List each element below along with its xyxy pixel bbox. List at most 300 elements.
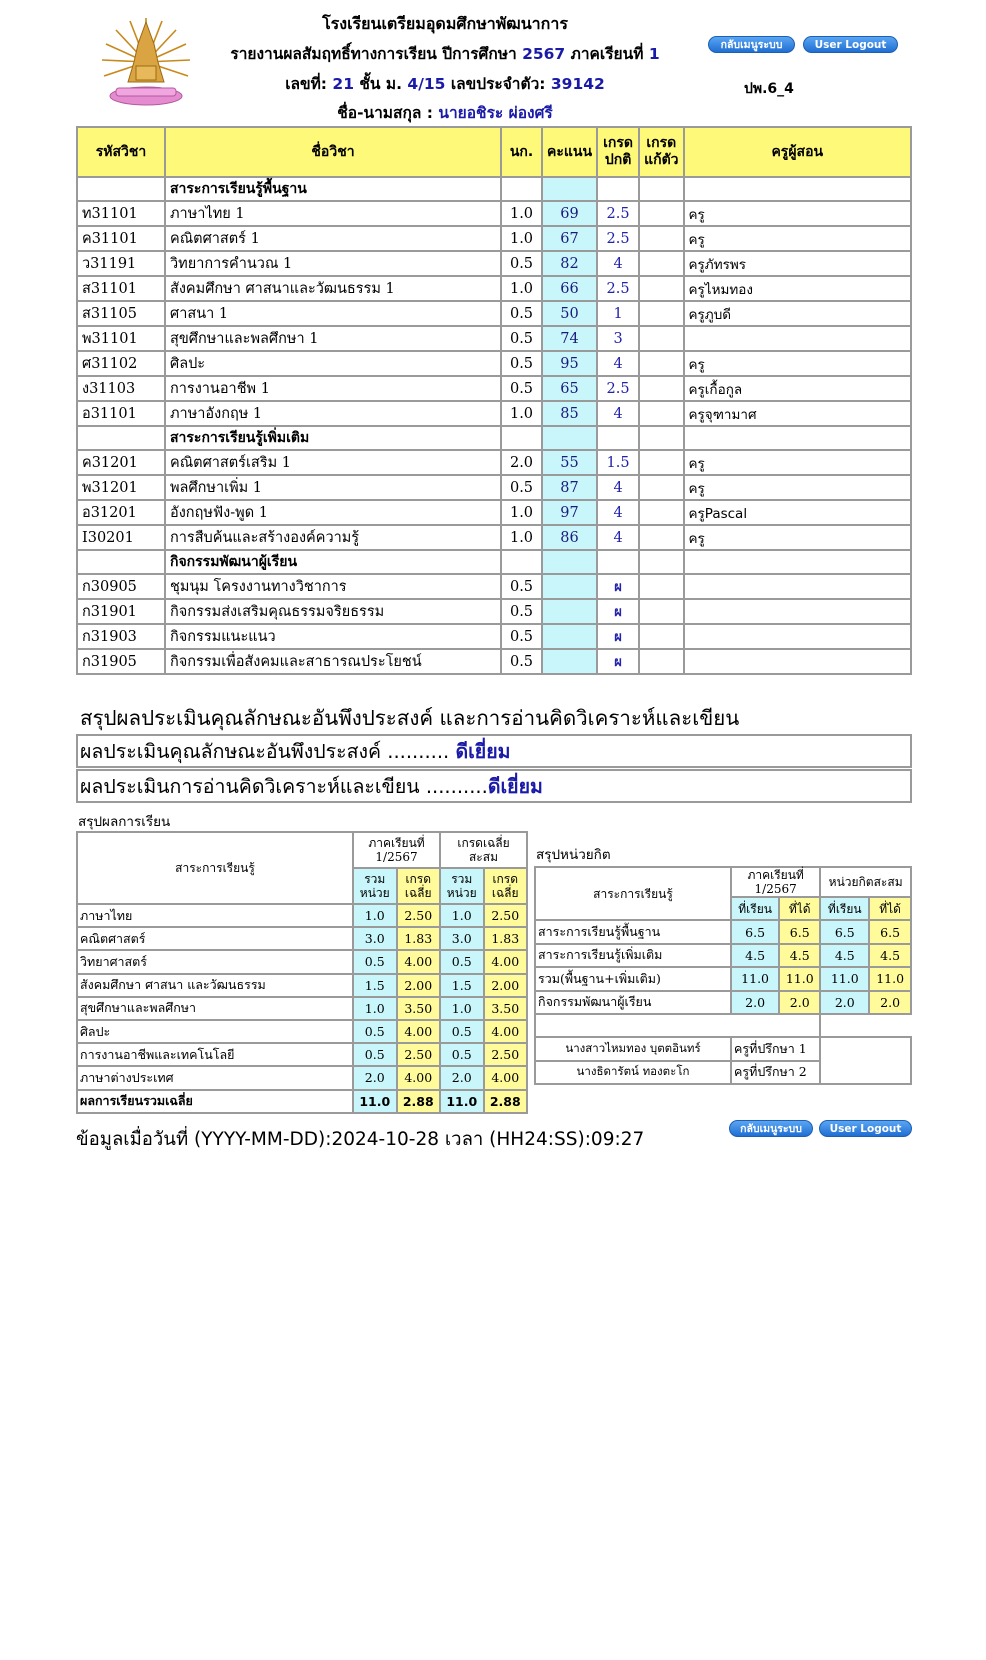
- results-gpa: 2.00: [397, 974, 441, 997]
- subject-teacher: [684, 624, 911, 649]
- subject-name: คณิตศาสตร์เสริม 1: [165, 450, 501, 475]
- form-code: ปพ.6_4: [744, 81, 794, 97]
- subject-score: [542, 624, 597, 649]
- school-emblem-logo: [100, 16, 192, 110]
- subject-score: 50: [542, 301, 597, 326]
- subject-teacher: [684, 177, 911, 201]
- grades-header-row: [77, 127, 911, 177]
- subject-teacher: ครูPascal: [684, 500, 911, 525]
- unit-col-term-l2: 1/2567: [754, 882, 797, 896]
- results-subject: ภาษาไทย: [77, 904, 353, 927]
- unit-cum-taken: 6.5: [820, 920, 869, 943]
- results-cum-gpa: 2.00: [484, 974, 528, 997]
- unit-cum-taken: 4.5: [820, 944, 869, 967]
- subject-code: ง31103: [77, 376, 165, 401]
- subject-code: ส31101: [77, 276, 165, 301]
- subject-grade-fix: [639, 251, 683, 276]
- subject-units: [501, 177, 542, 201]
- unit-row: [535, 944, 911, 967]
- res-sub-cum-gpa: [484, 868, 528, 904]
- subject-units: 0.5: [501, 251, 542, 276]
- unit-col-subject: สาระการเรียนรู้: [535, 867, 731, 920]
- subject-score: 55: [542, 450, 597, 475]
- subject-row: [77, 401, 911, 426]
- res-sub-units-l2: หน่วย: [359, 886, 390, 900]
- subject-teacher: [684, 599, 911, 624]
- subject-code: พ31101: [77, 326, 165, 351]
- footer-user-logout-button[interactable]: User Logout: [819, 1120, 912, 1137]
- subject-row: [77, 351, 911, 376]
- results-cum-units: 0.5: [440, 950, 484, 973]
- col-units: นก.: [501, 127, 542, 177]
- subject-grade-fix: [639, 500, 683, 525]
- results-cum-gpa: 4.00: [484, 950, 528, 973]
- unit-taken: 6.5: [731, 920, 779, 943]
- results-gpa: 2.88: [397, 1090, 441, 1113]
- results-cum-units: 1.5: [440, 974, 484, 997]
- section-name: สาระการเรียนรู้พื้นฐาน: [165, 177, 501, 201]
- subject-grade: 2.5: [597, 201, 639, 226]
- subject-row: [77, 649, 911, 674]
- results-cum-units: 2.0: [440, 1066, 484, 1089]
- subject-name: พลศึกษาเพิ่ม 1: [165, 475, 501, 500]
- unit-cum-taken: 11.0: [820, 967, 869, 990]
- unit-row: [535, 991, 911, 1014]
- characteristics-label: ผลประเมินคุณลักษณะอันพึงประสงค์ ..........: [80, 740, 450, 763]
- res-col-subject: สาระการเรียนรู้: [77, 832, 353, 904]
- subject-score: [542, 574, 597, 599]
- col-grade-normal: [597, 127, 639, 177]
- section-name: กิจกรรมพัฒนาผู้เรียน: [165, 550, 501, 574]
- footer-back-to-menu-button[interactable]: กลับเมนูระบบ: [729, 1120, 813, 1137]
- unit-row: [535, 920, 911, 943]
- subject-code: ค31101: [77, 226, 165, 251]
- subject-units: 0.5: [501, 574, 542, 599]
- subject-row: [77, 226, 911, 251]
- subject-name: ศาสนา 1: [165, 301, 501, 326]
- unit-spacer: [535, 1014, 820, 1037]
- subject-units: 0.5: [501, 326, 542, 351]
- subject-grade-fix: [639, 326, 683, 351]
- subject-row: [77, 301, 911, 326]
- subject-row: [77, 276, 911, 301]
- unit-earned: 6.5: [779, 920, 820, 943]
- class-value: 4/15: [407, 75, 446, 93]
- subject-score: 97: [542, 500, 597, 525]
- subject-teacher: [684, 426, 911, 450]
- results-row: [77, 950, 527, 973]
- subject-teacher: ครูไหมทอง: [684, 276, 911, 301]
- subject-score: 86: [542, 525, 597, 550]
- advisor-role: ครูที่ปรึกษา 2: [731, 1061, 820, 1084]
- subject-row: [77, 475, 911, 500]
- results-units: 2.0: [353, 1066, 397, 1089]
- unit-taken: 4.5: [731, 944, 779, 967]
- col-teacher: ครูผู้สอน: [684, 127, 911, 177]
- subject-score: [542, 550, 597, 574]
- subject-score: 66: [542, 276, 597, 301]
- results-row: [77, 1066, 527, 1089]
- subject-score: 65: [542, 376, 597, 401]
- results-cum-gpa: 4.00: [484, 1020, 528, 1043]
- subject-code: [77, 177, 165, 201]
- results-gpa: 2.50: [397, 904, 441, 927]
- subject-score: [542, 649, 597, 674]
- results-cum-units: 3.0: [440, 927, 484, 950]
- res-sub-units-l1: รวม: [364, 872, 386, 886]
- subject-units: 0.5: [501, 376, 542, 401]
- unit-cum-earned: 4.5: [869, 944, 911, 967]
- subject-grade-fix: [639, 226, 683, 251]
- subject-grade-fix: [639, 649, 683, 674]
- section-row: [77, 426, 911, 450]
- subject-grade-fix: [639, 450, 683, 475]
- results-subject: สุขศึกษาและพลศึกษา: [77, 997, 353, 1020]
- results-subject: วิทยาศาสตร์: [77, 950, 353, 973]
- subject-teacher: [684, 550, 911, 574]
- col-grade-normal-line2: ปกติ: [604, 152, 632, 168]
- subject-grade: [597, 177, 639, 201]
- subject-grade: 4: [597, 500, 639, 525]
- user-logout-button[interactable]: User Logout: [803, 36, 898, 53]
- subject-teacher: ครู: [684, 450, 911, 475]
- res-sub-cum-gpa-l1: เกรด: [492, 872, 519, 886]
- results-row: [77, 1043, 527, 1066]
- subject-row: [77, 450, 911, 475]
- subject-grade-fix: [639, 525, 683, 550]
- subject-teacher: [684, 574, 911, 599]
- subject-score: 69: [542, 201, 597, 226]
- results-subject: สังคมศึกษา ศาสนา และวัฒนธรรม: [77, 974, 353, 997]
- subject-units: 0.5: [501, 475, 542, 500]
- results-cum-units: 0.5: [440, 1020, 484, 1043]
- subject-grade-fix: [639, 177, 683, 201]
- no-label: เลขที่:: [285, 75, 333, 93]
- subject-name: ภาษาไทย 1: [165, 201, 501, 226]
- subject-teacher: ครูเกื้อกูล: [684, 376, 911, 401]
- results-row: [77, 904, 527, 927]
- subject-grade: ผ: [597, 624, 639, 649]
- subject-code: ก31901: [77, 599, 165, 624]
- subject-grade: ผ: [597, 649, 639, 674]
- res-sub-cum-units: [440, 868, 484, 904]
- subject-code: อ31101: [77, 401, 165, 426]
- subject-units: 0.5: [501, 649, 542, 674]
- subject-grade: 3: [597, 326, 639, 351]
- results-gpa: 1.83: [397, 927, 441, 950]
- results-row: [77, 1020, 527, 1043]
- subject-grade-fix: [639, 401, 683, 426]
- subject-grade: ผ: [597, 599, 639, 624]
- subject-row: [77, 500, 911, 525]
- subject-grade: 4: [597, 475, 639, 500]
- subject-name: คณิตศาสตร์ 1: [165, 226, 501, 251]
- subject-grade-fix: [639, 201, 683, 226]
- results-cum-units: 1.0: [440, 904, 484, 927]
- subject-row: [77, 574, 911, 599]
- subject-teacher: ครู: [684, 475, 911, 500]
- subject-name: อังกฤษฟัง-พูด 1: [165, 500, 501, 525]
- subject-code: ก31903: [77, 624, 165, 649]
- results-units: 0.5: [353, 950, 397, 973]
- unit-summary-title: สรุปหน่วยกิต: [536, 847, 611, 863]
- subject-code: ท31101: [77, 201, 165, 226]
- res-sub-cum-units-l2: หน่วย: [446, 886, 477, 900]
- subject-units: 0.5: [501, 351, 542, 376]
- unit-cum-taken: 2.0: [820, 991, 869, 1014]
- advisor-name: นางสาวไหมทอง บุตตอินทร์: [535, 1037, 731, 1060]
- subject-units: 2.0: [501, 450, 542, 475]
- data-timestamp: ข้อมูลเมื่อวันที่ (YYYY-MM-DD):2024-10-28 เวลา (HH24:SS):09:27: [76, 1129, 645, 1150]
- subject-score: 74: [542, 326, 597, 351]
- unit-subject: รวม(พื้นฐาน+เพิ่มเติม): [535, 967, 731, 990]
- unit-sub-earned: ที่ได้: [779, 897, 820, 920]
- res-col-term: [353, 832, 440, 868]
- subject-grade: 4: [597, 401, 639, 426]
- results-summary-table: [76, 831, 528, 1114]
- subject-teacher: [684, 649, 911, 674]
- subject-grade: 2.5: [597, 226, 639, 251]
- subject-code: [77, 426, 165, 450]
- results-gpa: 4.00: [397, 1066, 441, 1089]
- subject-grade-fix: [639, 599, 683, 624]
- subject-code: I30201: [77, 525, 165, 550]
- section-row: [77, 177, 911, 201]
- results-cum-units: 1.0: [440, 997, 484, 1020]
- results-subject: ศิลปะ: [77, 1020, 353, 1043]
- subject-grade-fix: [639, 550, 683, 574]
- results-units: 11.0: [353, 1090, 397, 1113]
- subject-teacher: ครู: [684, 201, 911, 226]
- back-to-menu-button[interactable]: กลับเมนูระบบ: [708, 36, 795, 53]
- unit-subject: สาระการเรียนรู้พื้นฐาน: [535, 920, 731, 943]
- col-grade-fix: [639, 127, 683, 177]
- res-col-cum-line1: เกรดเฉลี่ย: [457, 836, 510, 850]
- subject-grade-fix: [639, 301, 683, 326]
- subject-name: การงานอาชีพ 1: [165, 376, 501, 401]
- subject-code: อ31201: [77, 500, 165, 525]
- subject-grade: 1: [597, 301, 639, 326]
- subject-score: [542, 599, 597, 624]
- results-row: [77, 997, 527, 1020]
- unit-cum-earned: 6.5: [869, 920, 911, 943]
- subject-row: [77, 201, 911, 226]
- results-subject: ผลการเรียนรวมเฉลี่ย: [77, 1090, 353, 1113]
- advisor-role: ครูที่ปรึกษา 1: [731, 1037, 820, 1060]
- subject-teacher: ครู: [684, 226, 911, 251]
- subject-code: ว31191: [77, 251, 165, 276]
- subject-score: 87: [542, 475, 597, 500]
- res-sub-cum-units-l1: รวม: [451, 872, 473, 886]
- subject-code: [77, 550, 165, 574]
- subject-row: [77, 599, 911, 624]
- report-prefix: รายงานผลสัมฤทธิ์ทางการเรียน ปีการศึกษา: [230, 45, 523, 63]
- unit-subject: สาระการเรียนรู้เพิ่มเติม: [535, 944, 731, 967]
- subject-units: [501, 426, 542, 450]
- reading-assessment: [76, 769, 912, 803]
- results-row: [77, 974, 527, 997]
- student-name-line: [190, 100, 700, 125]
- subject-row: [77, 251, 911, 276]
- results-units: 3.0: [353, 927, 397, 950]
- subject-name: กิจกรรมแนะแนว: [165, 624, 501, 649]
- reading-label: ผลประเมินการอ่านคิดวิเคราะห์และเขียน ..........: [80, 775, 488, 798]
- subject-score: 95: [542, 351, 597, 376]
- results-gpa: 4.00: [397, 950, 441, 973]
- results-subject: คณิตศาสตร์: [77, 927, 353, 950]
- report-title: [190, 41, 700, 66]
- subject-grade: 4: [597, 525, 639, 550]
- term-label: ภาคเรียนที่: [565, 45, 649, 63]
- subject-name: วิทยาการคำนวณ 1: [165, 251, 501, 276]
- unit-spacer-blank: [820, 1014, 911, 1037]
- subject-score: [542, 426, 597, 450]
- subject-row: [77, 525, 911, 550]
- student-name: นายอชิระ ผ่องศรี: [438, 104, 553, 122]
- term-number: 1: [648, 45, 660, 63]
- subject-row: [77, 624, 911, 649]
- results-cum-gpa: 2.50: [484, 1043, 528, 1066]
- results-units: 1.0: [353, 997, 397, 1020]
- unit-summary-table: [534, 866, 912, 1085]
- advisor-blank: [820, 1037, 911, 1084]
- name-label: ชื่อ-นามสกุล :: [337, 104, 439, 122]
- subject-grade: [597, 426, 639, 450]
- unit-spacer-row: [535, 1014, 911, 1037]
- subject-grade-fix: [639, 574, 683, 599]
- unit-cum-earned: 2.0: [869, 991, 911, 1014]
- unit-earned: 4.5: [779, 944, 820, 967]
- subject-grade: 2.5: [597, 276, 639, 301]
- res-col-cum: [440, 832, 527, 868]
- col-grade-fix-line2: แก้ตัว: [644, 152, 679, 168]
- subject-grade-fix: [639, 426, 683, 450]
- student-id: 39142: [550, 75, 605, 93]
- advisor-name: นางธิดารัตน์ ทองตะโก: [535, 1061, 731, 1084]
- subject-teacher: ครู: [684, 351, 911, 376]
- subject-teacher: ครูภูบดี: [684, 301, 911, 326]
- col-grade-fix-line1: เกรด: [646, 135, 677, 151]
- unit-sub-cum-taken: ที่เรียน: [820, 897, 869, 920]
- id-label: เลขประจำตัว:: [445, 75, 551, 93]
- subject-grade: ผ: [597, 574, 639, 599]
- subject-units: 0.5: [501, 624, 542, 649]
- results-subject: การงานอาชีพและเทคโนโลยี: [77, 1043, 353, 1066]
- subject-grade: 4: [597, 251, 639, 276]
- col-code: รหัสวิชา: [77, 127, 165, 177]
- subject-units: 0.5: [501, 599, 542, 624]
- unit-sub-taken: ที่เรียน: [731, 897, 779, 920]
- subject-name: กิจกรรมส่งเสริมคุณธรรมจริยธรรม: [165, 599, 501, 624]
- res-sub-cum-gpa-l2: เฉลี่ย: [491, 886, 519, 900]
- unit-cum-earned: 11.0: [869, 967, 911, 990]
- subject-code: ก30905: [77, 574, 165, 599]
- student-info: [190, 71, 700, 96]
- unit-sub-cum-earned: ที่ได้: [869, 897, 911, 920]
- col-subject: ชื่อวิชา: [165, 127, 501, 177]
- results-total-row: [77, 1090, 527, 1113]
- col-score: คะแนน: [542, 127, 597, 177]
- subject-name: ภาษาอังกฤษ 1: [165, 401, 501, 426]
- subject-units: 1.0: [501, 276, 542, 301]
- results-units: 0.5: [353, 1043, 397, 1066]
- res-sub-units: [353, 868, 397, 904]
- res-col-term-line1: ภาคเรียนที่: [368, 836, 425, 850]
- subject-grade-fix: [639, 376, 683, 401]
- subject-name: กิจกรรมเพื่อสังคมและสาธารณประโยชน์: [165, 649, 501, 674]
- res-sub-gpa-l2: เฉลี่ย: [404, 886, 432, 900]
- subject-units: 1.0: [501, 401, 542, 426]
- section-row: [77, 550, 911, 574]
- student-number: 21: [332, 75, 354, 93]
- res-sub-gpa-l1: เกรด: [405, 872, 432, 886]
- subject-grade: [597, 550, 639, 574]
- subject-name: สุขศึกษาและพลศึกษา 1: [165, 326, 501, 351]
- results-cum-gpa: 2.88: [484, 1090, 528, 1113]
- subject-code: พ31201: [77, 475, 165, 500]
- subject-code: ค31201: [77, 450, 165, 475]
- characteristics-result: ดีเยี่ยม: [455, 740, 511, 763]
- results-gpa: 2.50: [397, 1043, 441, 1066]
- unit-col-cum: หน่วยกิตสะสม: [820, 867, 911, 897]
- subject-units: [501, 550, 542, 574]
- subject-name: สังคมศึกษา ศาสนาและวัฒนธรรม 1: [165, 276, 501, 301]
- subject-name: การสืบค้นและสร้างองค์ความรู้: [165, 525, 501, 550]
- subject-units: 1.0: [501, 525, 542, 550]
- results-cum-units: 0.5: [440, 1043, 484, 1066]
- subject-name: ศิลปะ: [165, 351, 501, 376]
- subject-units: 0.5: [501, 301, 542, 326]
- subject-teacher: ครูภัทรพร: [684, 251, 911, 276]
- subject-grade: 4: [597, 351, 639, 376]
- subject-score: 82: [542, 251, 597, 276]
- results-cum-gpa: 4.00: [484, 1066, 528, 1089]
- class-label: ชั้น ม.: [353, 75, 408, 93]
- subject-row: [77, 326, 911, 351]
- results-units: 1.0: [353, 904, 397, 927]
- unit-earned: 2.0: [779, 991, 820, 1014]
- results-cum-gpa: 2.50: [484, 904, 528, 927]
- subject-grade-fix: [639, 475, 683, 500]
- subject-grade-fix: [639, 351, 683, 376]
- results-summary-title: สรุปผลการเรียน: [78, 814, 171, 830]
- unit-earned: 11.0: [779, 967, 820, 990]
- subject-code: ส31105: [77, 301, 165, 326]
- res-col-term-line2: 1/2567: [375, 850, 418, 864]
- subject-grade: 1.5: [597, 450, 639, 475]
- subject-teacher: ครู: [684, 525, 911, 550]
- unit-taken: 2.0: [731, 991, 779, 1014]
- res-col-cum-line2: สะสม: [468, 850, 498, 864]
- subject-code: ศ31102: [77, 351, 165, 376]
- results-cum-gpa: 1.83: [484, 927, 528, 950]
- unit-subject: กิจกรรมพัฒนาผู้เรียน: [535, 991, 731, 1014]
- subject-units: 1.0: [501, 500, 542, 525]
- results-units: 0.5: [353, 1020, 397, 1043]
- results-gpa: 3.50: [397, 997, 441, 1020]
- subject-score: [542, 177, 597, 201]
- section-name: สาระการเรียนรู้เพิ่มเติม: [165, 426, 501, 450]
- results-row: [77, 927, 527, 950]
- subject-grade-fix: [639, 624, 683, 649]
- assessment-title: สรุปผลประเมินคุณลักษณะอันพึงประสงค์ และการอ่านคิดวิเคราะห์และเขียน: [80, 706, 740, 730]
- unit-taken: 11.0: [731, 967, 779, 990]
- subject-grade: 2.5: [597, 376, 639, 401]
- results-subject: ภาษาต่างประเทศ: [77, 1066, 353, 1089]
- advisor-row: [535, 1037, 911, 1060]
- subject-row: [77, 376, 911, 401]
- academic-year: 2567: [522, 45, 566, 63]
